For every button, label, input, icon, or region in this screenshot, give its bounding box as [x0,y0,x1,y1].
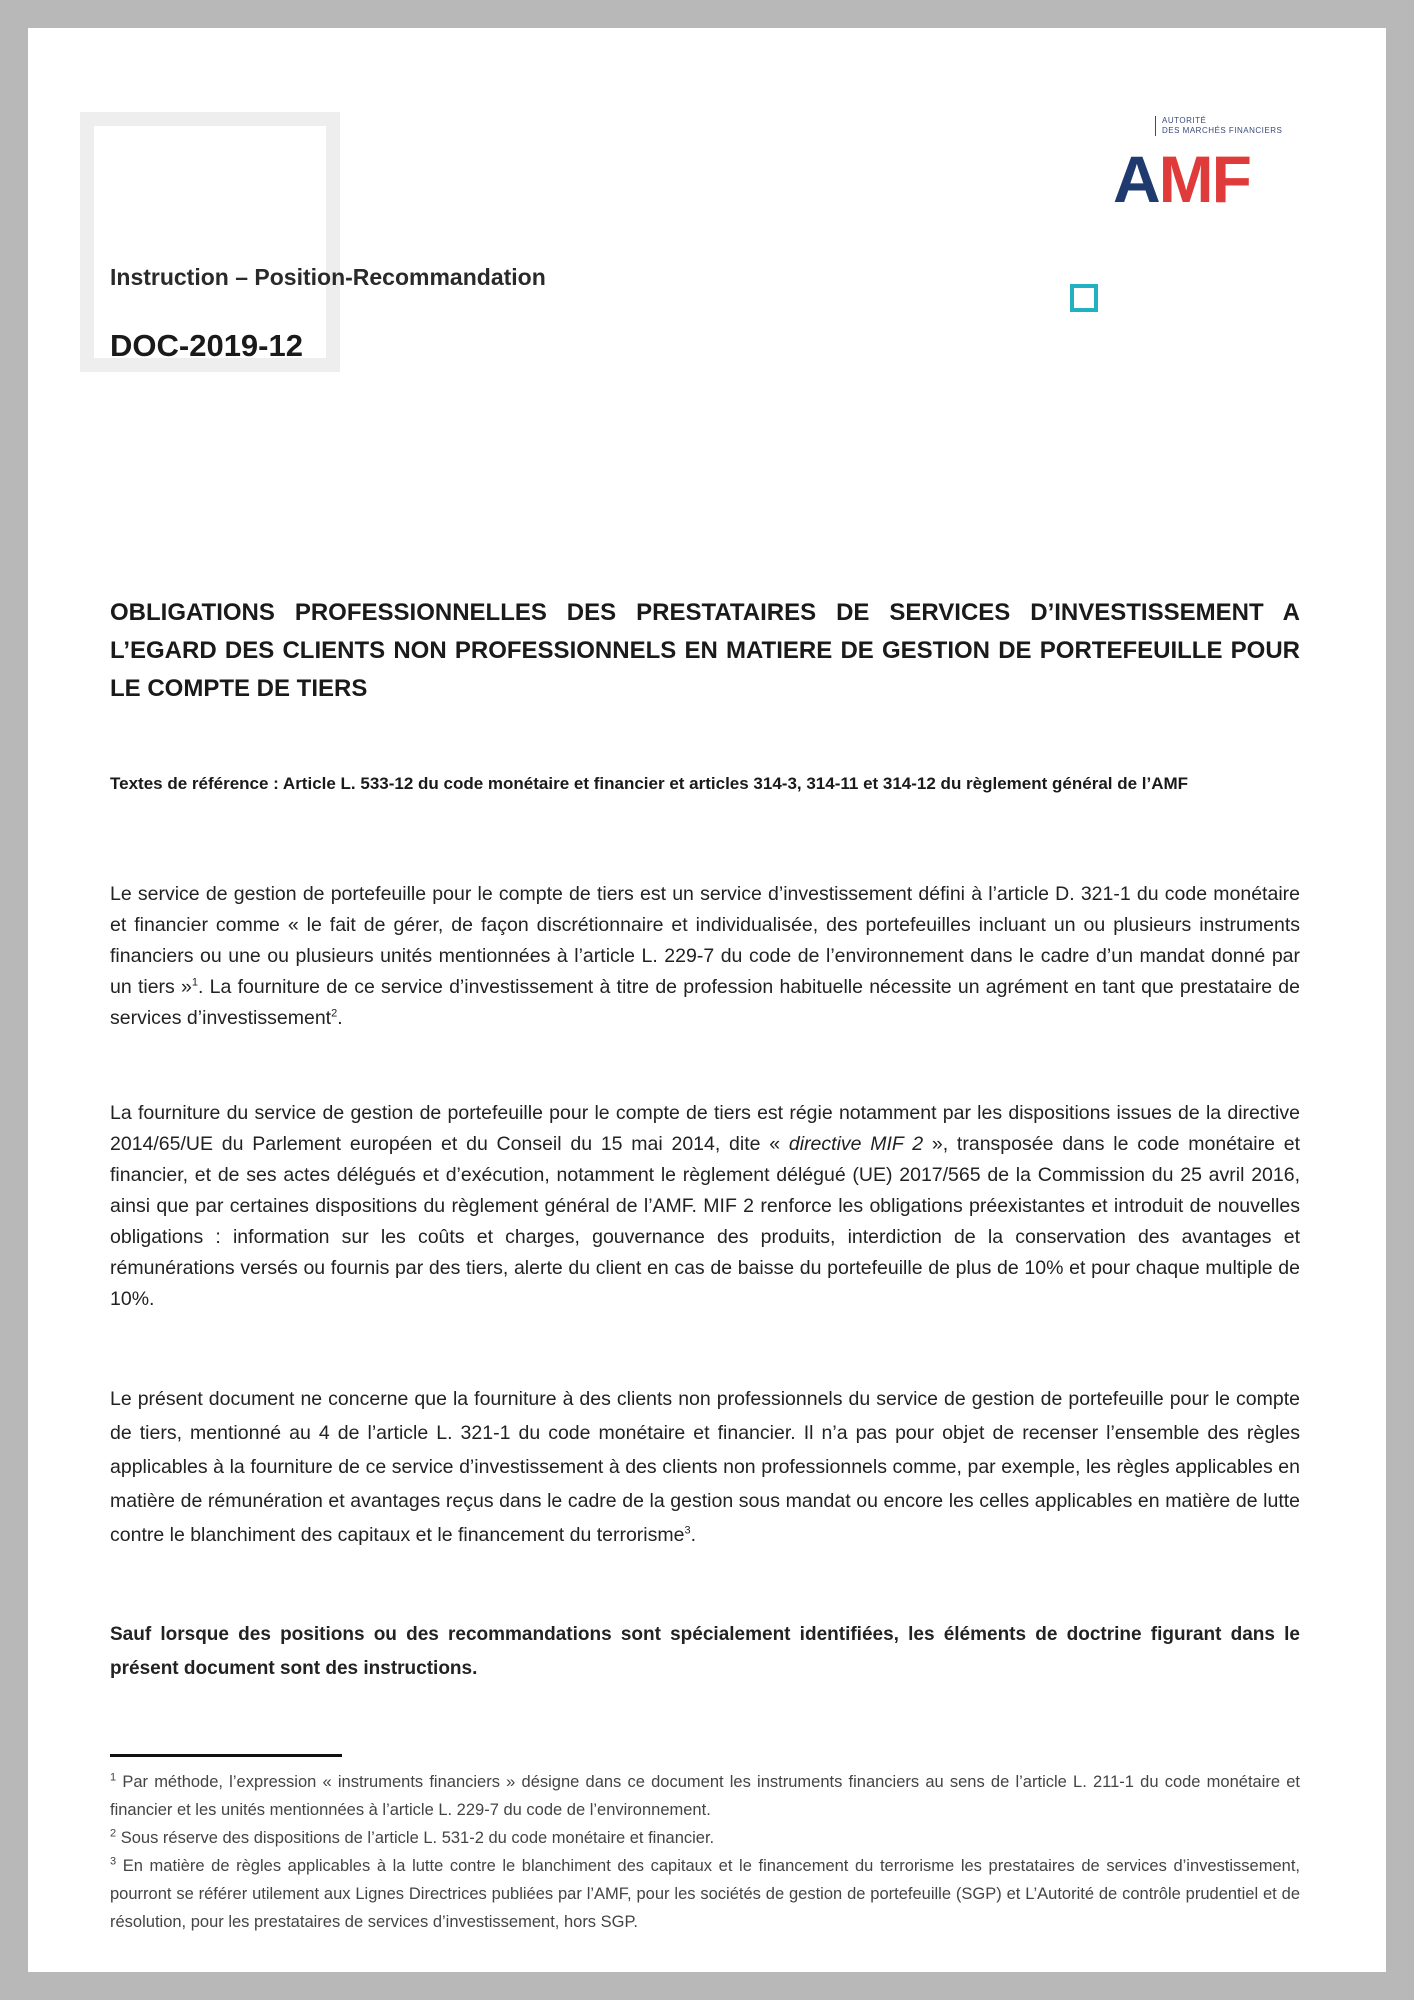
reference-texts: Textes de référence : Article L. 533-12 du code monétaire et financier et articles 314-3, 314-11 et 314-12 du règlement général de l’AMF [110,774,1189,793]
document-title: OBLIGATIONS PROFESSIONNELLES DES PRESTATAIRES DE SERVICES D’INVESTISSEMENT A L’EGARD DES CLIENTS NON PROFESSIONNELS EN MATIERE DE GESTION DE PORTEFEUILLE POUR LE COMPTE DE TIERS [110,599,1300,702]
footnote-ref-1[interactable]: 1 [191,976,199,989]
paragraph-1: Le service de gestion de portefeuille pour le compte de tiers est un service d’investissement défini à l’article D. 321-1 du code monétaire et financier comme « le fait de gérer, de façon discrétionnaire et individualisée, des portefeuilles incluant un ou plusieurs instruments financiers ou une ou plusieurs unités mentionnées à l’article L. 229-7 du code de l’environnement dans le cadre d’un mandat donné par un tiers »$^1$. La fourniture de ce service d’investissement à titre de profession habituelle nécessite un agrément en tant que prestataire de services d’investissement$^2$. [110,883,1300,1029]
logo-letters: AMF [1113,142,1250,216]
footnote-1: $^1$ Par méthode, l’expression « instruments financiers » désigne dans ce document les instruments financiers au sens de l’article L. 211-1 du code monétaire et financier et les unités mentionnées à l’article L. 229-7 du code de l’environnement. [110,1771,1300,1819]
footnote-ref-3[interactable]: 3 [684,1524,691,1537]
footnote-separator [110,1754,342,1757]
document-type: Instruction – Position-Recommandation [110,264,546,290]
logo-tagline: AUTORITÉ DES MARCHÉS FINANCIERS [1155,116,1282,136]
paragraph-2: La fourniture du service de gestion de portefeuille pour le compte de tiers est régie notamment par les dispositions issues de la directive 2014/65/UE du Parlement européen et du Conseil du 15 mai 2014, dite « directive MIF 2 », transposée dans le code monétaire et financier, et de ses actes délégués et d’exécution, notamment le règlement délégué (UE) 2017/565 de la Commission du 25 avril 2016, ainsi que par certaines dispositions du règlement général de l’AMF. MIF 2 renforce les obligations préexistantes et introduit de nouvelles obligations : information sur les coûts et charges, gouvernance des produits, interdiction de la conservation des avantages et rémunérations versés ou fournis par des tiers, alerte du client en cas de baisse du portefeuille de plus de 10% et pour chaque multiple de 10%. [110,1102,1301,1310]
footnote-2: $^2$ Sous réserve des dispositions de l’article L. 531-2 du code monétaire et financier. [110,1827,715,1847]
paragraph-3: Le présent document ne concerne que la fourniture à des clients non professionnels du service de gestion de portefeuille pour le compte de tiers, mentionné au 4 de l’article L. 321-1 du code monétaire et financier. Il n’a pas pour objet de recenser l’ensemble des règles applicables à la fourniture de ce service d’investissement à des clients non professionnels comme, par exemple, les règles applicables en matière de rémunération et avantages reçus dans le cadre de la gestion sous mandat ou encore les celles applicables en matière de lutte contre le blanchiment des capitaux et le financement du terrorisme$^3$. [110,1388,1300,1546]
footnotes [110,1768,1300,1936]
document-reference: DOC-2019-12 [110,328,303,363]
amf-logo [1113,112,1373,252]
decorative-square-icon [1070,284,1098,312]
document-page [28,28,1386,1972]
paragraph-4-bold: Sauf lorsque des positions ou des recommandations sont spécialement identifiées, les éléments de doctrine figurant dans le présent document sont des instructions. [110,1624,1300,1679]
footnote-3: $^3$ En matière de règles applicables à la lutte contre le blanchiment des capitaux et le financement du terrorisme les prestataires de services d’investissement, pourront se référer utilement aux Lignes Directrices publiées par l’AMF, pour les sociétés de gestion de portefeuille (SGP) et L’Autorité de contrôle prudentiel et de résolution, pour les prestataires de services d’investissement, hors SGP. [110,1855,1300,1931]
footnote-ref-2[interactable]: 2 [331,1007,338,1020]
